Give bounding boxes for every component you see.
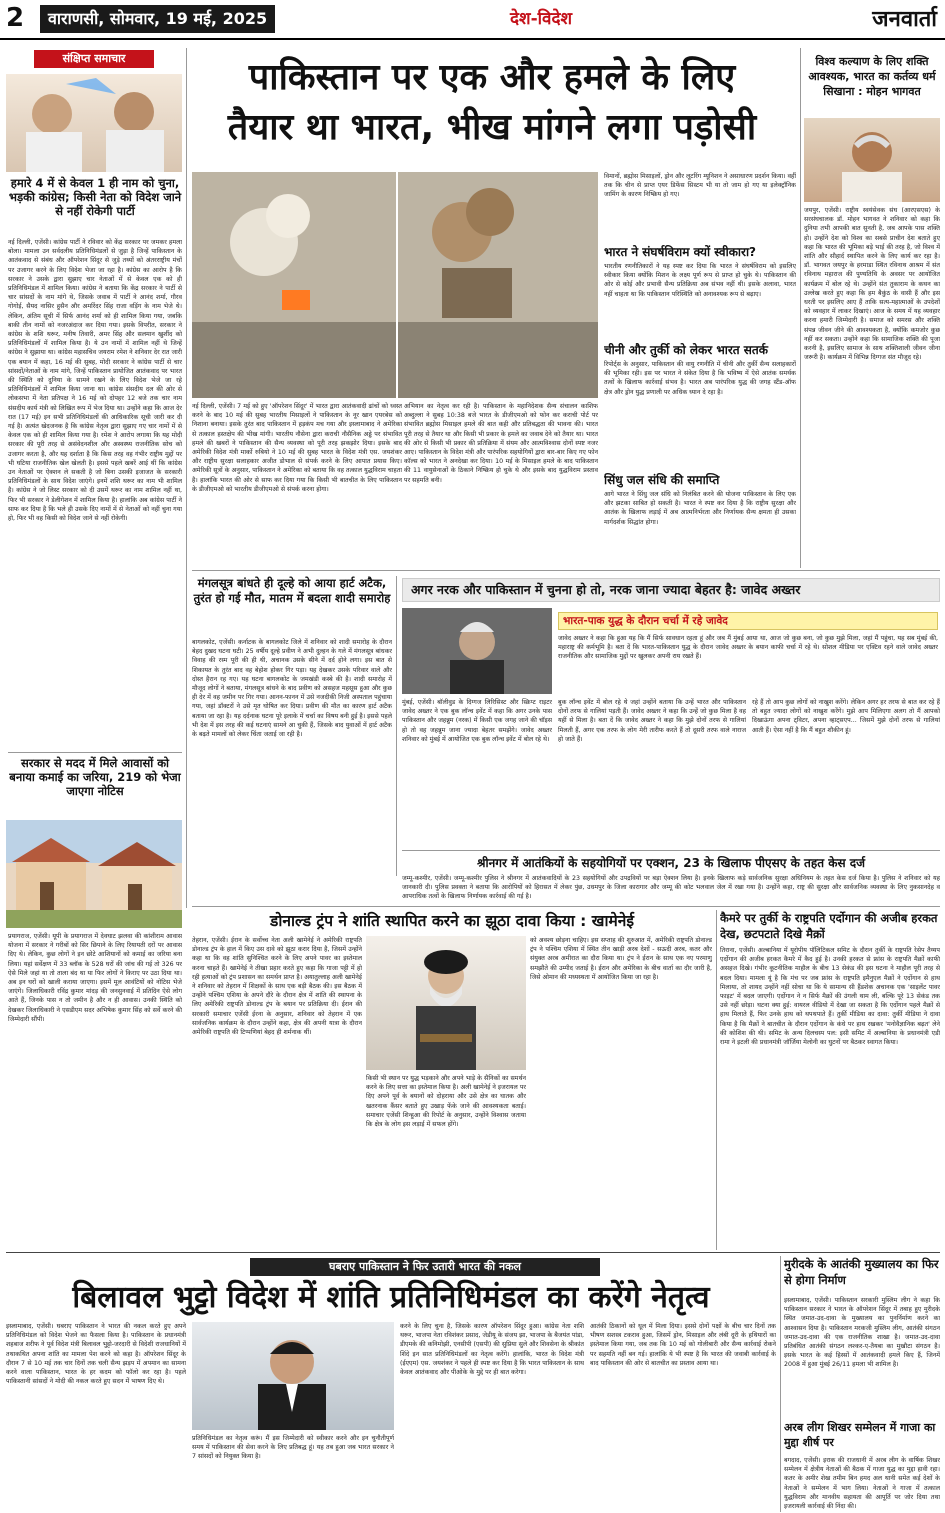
column-divider	[396, 576, 397, 876]
bilawal-body-2: करने के लिए चुना है, जिसके कारण ऑपरेशन सिंदूर हुआ। कांग्रेस नेता शशि थरूर, भाजपा नेता रविशंकर प्रसाद, जेडीयू के संजय झा, भाजपा के बैजयंत पांडा, डीएमके की कनिमोझी, एनसीपी (एसपी) की सुप्रिया सुले और शिवसेना के श्रीकांत शिंदे इन सात प्रतिनिधिमंडलों का नेतृत्व करेंगे। हालांकि, भारत के विदेश मंत्री (ईएएम) एस. जयशंकर ने पहले ही स्पष्ट कर दिया है कि भारत पाकिस्तान के साथ केवल आतंकवाद और पीओके के मुद्दे पर ही बात करेगा।	[400, 1323, 584, 1377]
turkey-body: तिराना, एजेंसी। अल्बानिया में यूरोपीय पॉलिटिकल समिट के दौरान तुर्की के राष्ट्रपति रेसेप तैय्यप एर्दोगान की अजीब हरकत कैमरे में कैद हुई है। उनकी हरकत से फ्रांस के राष्ट्रपति मैक्रों काफी असहज दिखे। गंभीर कूटनीतिक माहौल के बीच 13 सेकंड की इस घटना ने माहौल पूरी तरह से बदल दिया। मामला यूं है कि मंच पर जब फ्रांस के राष्ट्रपति इमैनुएल मैक्रों ने एर्दोगान से हाथ मिलाया, तो शायद उन्होंने नहीं सोचा था कि ये सामान्य सी हैंडशेक अचानक एक 'साइलेंट पावर फाइट' में बदल जाएगी। एर्दोगान ने न सिर्फ मैक्रों की उंगली थाम ली, बल्कि पूरे 13 सेकंड तक उसे नहीं छोड़ा। घटना क्या हुई: वायरल वीडियो में देखा जा सकता है कि एर्दोगान पहले मैक्रों से हाथ मिलाते हैं, फिर उनके हाथ को थपथपाते हैं। तुर्की मीडिया का दावा: तुर्की मीडिया ने दावा किया है कि मैक्रों ने बातचीत के दौरान एर्दोगान के कंधे पर हाथ रखकर 'मनोवैज्ञानिक बढ़त' लेने की कोशिश की थी। समिट के अन्य दिलचस्प पल: इसी समिट में अल्बानिया के प्रधानमंत्री एडी रामा ने इटली की प्रधानमंत्री जॉर्जिया मेलोनी का घुटनों पर बैठकर स्वागत किया।	[720, 947, 940, 1047]
srinagar-headline: श्रीनगर में आतंकियों के सहयोगियों पर एक्शन, 23 के खिलाफ पीएसए के तहत केस दर्ज	[476, 856, 866, 870]
bilawal-body-1: इस्लामाबाद, एजेंसी। घबराए पाकिस्तान ने भारत की नकल करते हुए अपने प्रतिनिधिमंडल को विदेश भेजने का फैसला किया है। पाकिस्तान के प्रधानमंत्री शहबाज शरीफ ने पूर्व विदेश मंत्री बिलावल भुट्टो-जरदारी से विदेशी राजधानियों में तथाकथित अपना शांति का मामला पेश करने को कहा है। ऑपरेशन सिंदूर के दौरान 7 से 10 मई तक चार दिनों तक चली सैन्य झड़प में अपमान का सामना करने वाला पाकिस्तान, भारत के हर कदम को फॉलो कर रहा है। पहले पाकिस्तानी सांसदों ने मोदी की नकल करते हुए सदन में भाषण दिए थे।	[6, 1323, 186, 1386]
brief-headline-1: हमारे 4 में से केवल 1 ही नाम को चुना, भड़की कांग्रेस; किसी नेता को विदेश जाने से नहीं रोकेगी पार्टी	[8, 176, 182, 218]
lead-headline-line-2: तैयार था भारत, भीख मांगने लगा पड़ोसी	[227, 107, 757, 148]
lead-subhead-indus: सिंधु जल संधि की समाप्ति	[604, 473, 720, 487]
divider	[6, 1252, 940, 1253]
section-title: देश-विदेश	[510, 9, 573, 29]
akhtar-subhead: भारत-पाक युद्ध के दौरान चर्चा में रहे जावेद	[558, 612, 938, 630]
missile-strike-photo	[192, 172, 598, 398]
divider	[8, 752, 182, 753]
bilawal-kicker: घबराए पाकिस्तान ने फिर उतारी भारत की नकल	[250, 1258, 600, 1276]
housing-photo	[6, 820, 182, 928]
akhtar-body-3: रहे हैं तो आप कुछ लोगों को नाखुश करेंगे। लेकिन अगर हर तरफ से बात कर रहे हैं तो बहुत ज्यादा लोगों को नाखुश करेंगे। मुझे आप मिलिएगा अलग तो मैं आपको दिखाऊंगा अपना ट्विटर, अपना व्हाट्सएप... जिसमें मुझे दोनों तरफ से गालियां आती हैं। ऐसा नहीं है कि मैं बहुत शौकीन हूं।	[752, 699, 940, 734]
akhtar-headline: अगर नरक और पाकिस्तान में चुनना हो तो, नरक जाना ज्यादा बेहतर है: जावेद अख्तर	[411, 582, 801, 597]
bilawal-photo	[192, 1322, 394, 1430]
lead-body-1: नई दिल्ली, एजेंसी। 7 मई को हुए 'ऑपरेशन सिंदूर' में भारत द्वारा आतंकवादी ढांचों को ध्वस्त करने के बाद 10 मई की सुबह भारतीय मिसाइलों ने पाकिस्तान के नूर खान एयरबेस को निशाना बनाया। इसके तुरंत बाद पाकिस्तान में हड़कंप मच गया और इस्लामाबाद ने अमेरिका से तत्काल हस्तक्षेप की भीख मांगी। भारतीय नौसेना द्वारा कराची नौसैनिक अड्डे पर संभावित हमले की खबरों ने पाकिस्तान की सैन्य व्यवस्था को पूरी तरह झकझोर दिया। इसके बाद अमेरिकी विदेश मंत्री मार्को रुबियो ने 10 मई की सुबह भारत के विदेश मंत्री एस. जयशंकर और राष्ट्रीय सुरक्षा सलाहकार अजीत डोभाल से संपर्क करने के लिए आपात प्रयास किए। अमेरिकी सूत्रों के अनुसार, पाकिस्तान ने अमेरिका को बताया कि वह तत्काल युद्धविराम चाहता है। हालांकि भारत की ओर से साफ कर दिया गया कि किसी भी बातचीत के लिए पाकिस्तान के डीजीएमओ को भारतीय डीजीएमओ से संपर्क करना होगा।	[192, 403, 402, 493]
brief-headline-2: सरकार से मदद में मिले आवासों को बनाया कमाई का जरिया, 219 को भेजा जाएगा नोटिस	[9, 756, 181, 798]
column-divider	[800, 48, 801, 568]
masthead: जनवार्ता	[872, 6, 937, 32]
lead-subbody-indus: आगे भारत ने सिंधु जल संधि को निलंबित करने की योजना पाकिस्तान के लिए एक और झटका साबित हो सकती है। भारत ने स्पष्ट कर दिया है कि राष्ट्रीय सुरक्षा और आतंक के खिलाफ लड़ाई में अब आत्मनिर्भरता और निर्णायक सैन्य क्षमता ही उसका मार्गदर्शक सिद्धांत होगा।	[604, 491, 796, 526]
brief-body-1: नई दिल्ली, एजेंसी। कांग्रेस पार्टी ने रविवार को केंद्र सरकार पर जमकर हमला बोला। मामला उन सर्वदलीय प्रतिनिधिमंडलों से जुड़ा है जिन्हें पाकिस्तान के आतंकवाद से संबंध और ऑपरेशन सिंदूर से जुड़े तथ्यों को अंतरराष्ट्रीय मंचों पर उजागर करने के लिए विदेश भेजा जा रहा है। कांग्रेस का आरोप है कि सरकार ने उसके द्वारा सुझाए चार नेताओं में से केवल एक को ही प्रतिनिधिमंडल में शामिल किया। कांग्रेस ने बताया कि केंद्र सरकार ने पार्टी से चार सांसदों के नाम मांगे थे, जिसके जवाब में पार्टी ने आनंद शर्मा, गौरव गोगोई, सैयद नासिर हुसैन और अमरिंदर सिंह राजा वड़िंग के नाम भेजे थे। लेकिन, अंतिम सूची में सिर्फ आनंद शर्मा को ही शामिल किया गया, जबकि बाकी तीन नामों को नजरअंदाज कर दिया गया। इसके विपरीत, सरकार ने कांग्रेस के शशि थरूर, मनीष तिवारी, अमर सिंह और सलमान खुर्शीद को प्रतिनिधिमंडलों में शामिल किया है। ये उन नामों में शामिल नहीं थे जिन्हें कांग्रेस ने सुझाया था। कांग्रेस महासचिव जयराम रमेश ने शनिवार देर रात जारी एक बयान में कहा, 16 मई की सुबह, मोदी सरकार ने कांग्रेस पार्टी से चार सांसदों/नेताओं के नाम मांगे, जिन्हें पाकिस्तान प्रायोजित आतंकवाद पर भारत की स्थिति को दुनिया के सामने रखने के लिए विदेश भेजे जा रहे प्रतिनिधिमंडलों में शामिल किया जाना था। कांग्रेस संसदीय दल की ओर से लोकसभा में नेता प्रतिपक्ष ने 16 मई को दोपहर 12 बजे तक चार नाम संसदीय कार्य मंत्री को लिखित रूप में भेज दिया था। उन्होंने कहा कि आज देर रात (17 मई) इन सभी प्रतिनिधिमंडलों की आधिकारिक सूची जारी कर दी गई है। अत्यंत खेदजनक है कि कांग्रेस नेतृत्व द्वारा सुझाए गए चार नामों में से केवल एक को ही शामिल किया गया है। रमेश ने आरोप लगाया कि यह मोदी सरकार की पूरी तरह से असंवेदनशील और अस्वस्थ्य राजनीतिक सोच को उजागर करता है, और यह दर्शाता है कि किस तरह वह गंभीर राष्ट्रीय मुद्दों पर भी घटिया राजनीतिक खेल खेलती है। इससे पहले खबरें आई थीं कि कांग्रेस उन नेताओं पर ऐक्शन ले सकती है जो बिना उसकी इजाजत के सरकारी प्रतिनिधिमंडलों के साथ विदेश जाएंगे। इनमें शशि थरूर का नाम भी शामिल है। कांग्रेस ने जो लिस्ट सरकार को दी उसमें थरूर का नाम शामिल नहीं था, फिर भी सरकार ने डेलीगेशन में शामिल किया है। हालांकि अब कांग्रेस पार्टी ने साफ कर दिया है कि भले ही उसके दिए नामों में से नेताओं को नहीं चुना गया हो, फिर भी वह किसी को विदेश जाने से नहीं रोकेगी।	[8, 239, 182, 523]
lead-body-2: अभियान का नेतृत्व कर रही है। पाकिस्तान के महानिदेशक सैन्य संचालन काशिफ अब्दुल्ला ने सुबह 10:38 बजे भारत के डीजीएमओ को फोन कर कराची पोर्ट पर संभावित ब्रह्मोस मिसाइल हमले की बात कही और प्रतिबद्धता की भावना की। भारत पूरी तरह से तैयार था और किसी भी प्रकार के हमले का जवाब देने को तैयार था। भारत की ओर से किसी भी प्रकार की प्रतिक्रिया में संयम और आत्मविश्वास दोनों स्पष्ट नजर आए। पाकिस्तान के विदेश मंत्री और पारंपरिक सहयोगियों द्वारा बार-बार किए गए फोन कॉल्स को भारत ने अनदेखा कर दिया। 10 मई के मिसाइल हमले के बाद पाकिस्तान की 11 वायुसेनाओं के ठिकाने निष्क्रिय हो चुके थे और इसके बाद युद्धविराम प्रस्ताव पर सहमति बनी।	[404, 403, 598, 484]
page-header	[0, 0, 945, 40]
page-number: 2	[6, 3, 25, 33]
bhagwat-photo	[804, 118, 940, 202]
gaza-headline: अरब लीग शिखर सम्मेलन में गाजा का मुद्दा शीर्ष पर	[784, 1421, 936, 1449]
column-divider	[780, 1256, 781, 1512]
groom-headline: मंगलसूत्र बांधते ही दूल्हे को आया हार्ट अटैक, तुरंत हो गई मौत, मातम में बदला शादी समारोह	[193, 576, 391, 605]
congress-leaders-photo	[6, 74, 182, 172]
rss-body: जयपुर, एजेंसी। राष्ट्रीय स्वयंसेवक संघ (आरएसएस) के सरसंघचालक डॉ. मोहन भागवत ने शनिवार को कहा कि दुनिया तभी आपकी बात सुनती है, जब आपके पास शक्ति हो। उन्होंने देश को विश्व का सबसे प्राचीन देश बताते हुए कहा कि भारत की भूमिका बड़े भाई की तरह है, जो विश्व में शांति और सौहार्द स्थापित करने के लिए कार्य कर रहा है। डॉ. भागवत जयपुर के हरमाडा स्थित रविनाथ आश्रम में संत रविनाथ महाराज की पुण्यतिथि के अवसर पर आयोजित कार्यक्रम में बोल रहे थे। उन्होंने संत तुकाराम के कथन का उल्लेख करते हुए कहा कि हम बैकुंठ के वासी हैं और इस धरती पर इसलिए आए हैं ताकि सत्य-महात्माओं के उपदेशों को व्यवहार में लाकर दिखाएं। आज के समय में यह व्यवहार करना हमारी जिम्मेदारी है। समाज को समरस और शक्ति संपन्न जीवन जीने की आवश्यकता है, क्योंकि कमजोर कुछ नहीं कर सकता। उन्होंने कहा कि सामाजिक शक्ति की पूजा करनी है, इसलिए सामाज के साथ शक्तिशाली जीवन जीना जरूरी है। कार्यक्रम में विभिन्न दिग्गज संत मौजूद रहे।	[804, 207, 940, 362]
akhtar-body-2: बुक लॉन्च इवेंट में बोल रहे थे जहां उन्होंने बताया कि उन्हें भारत और पाकिस्तान दोनों तरफ से गालियां पड़ती हैं। जावेद अख्तर ने कहा कि उन्हें जो कुछ मिला है वह यहीं से मिला है। बता दें कि जावेद अख्तर ने कहा कि मुझे दोनों तरफ से गालियां मिलती हैं, अगर एक तरफ के लोग मेरी तारीफ करते हैं तो दूसरी तरफ वाले नाराज हो जाते हैं।	[558, 699, 746, 743]
bilawal-headline: बिलावल भुट्टो विदेश में शांति प्रतिनिधिमंडल का करेंगे नेतृत्व	[72, 1280, 710, 1315]
brief-tab: संक्षिप्त समाचार	[34, 50, 154, 68]
column-divider	[186, 48, 187, 908]
lead-body-3: विमानों, ब्रह्मोस मिसाइलों, ड्रोन और लूटरिंग म्यूनिशन ने असाधारण प्रदर्शन किया। वहीं तक कि चीन से प्राप्त एयर डिफेंस सिस्टम भी या तो जाम हो गए या इलेक्ट्रॉनिक जामिंग के कारण निष्क्रिय हो गए।	[604, 173, 796, 199]
brief-body-2: प्रयागराज, एजेंसी। यूपी के प्रयागराज में देवघाट झलवा की कांशीराम आवास योजना में सरकार ने गरीबों को सिर छिपाने के लिए रियायती दरों पर आवास दिए थे। लेकिन, कुछ लोगों ने इन छोटे आशियानों को कमाई का जरिया बना लिया। यहां सर्वेक्षण में 33 ब्लॉक के 528 घरों की जांच की गई तो 326 पर ऐसे मिले जहां या तो ताला बंद था या फिर लोगों ने किराए पर उठा दिया था। अब इन घरों को खाली कराया जाएगा। इसमें मूल आवंटियों को नोटिस भेजे जाएंगे। जिलाधिकारी रविंद्र कुमार मांदड़ की जनसुनवाई में प्रतिदिन ऐसे लोग आते हैं, जिनके पास न तो जमीन है और न ही आवास। उनकी स्थिति को देखकर जिलाधिकारी ने एसडीएम सदर अभिषेक कुमार सिंह को सर्वे करने की जिम्मेदारी सौंपी।	[8, 933, 182, 1023]
khamenei-body-2: किसी भी स्थान पर युद्ध भड़काने और अपने भाड़े के सैनिकों का समर्थन करने के लिए सत्ता का इस्तेमाल किया है। अली खामेनेई ने इजरायल पर दिए अपने पूर्व के बयानों को दोहराया और उसे क्षेत्र का घातक और खतरनाक कैंसर बताते हुए उखाड़ फेंके जाने की आवश्यकता बताई। समाचार एजेंसी शिन्हुआ की रिपोर्ट के अनुसार, उन्होंने विश्वास जताया कि क्षेत्र के लोग इस लड़ाई में सफल होंगे।	[366, 1075, 526, 1129]
lead-headline-line-1: पाकिस्तान पर एक और हमले के लिए	[248, 57, 736, 98]
khamenei-headline: डोनाल्ड ट्रंप ने शांति स्थापित करने का झूठा दावा किया : खामेनेई	[270, 912, 634, 930]
khamenei-body-3: को अवश्य छोड़ना चाहिए। इस सप्ताह की शुरुआत में, अमेरिकी राष्ट्रपति डोनाल्ड ट्रंप ने पश्चिम एशिया में स्थित तीन खाड़ी अरब देशों - सऊदी अरब, कतर और संयुक्त अरब अमीरात का दौरा किया था। ट्रंप ने ईरान के साथ एक नए परमाणु समझौते की उम्मीद जताई है। ईरान और अमेरिका के बीच वार्ता का दौर जारी है, जिसे ओमान की मध्यस्थता में आयोजित किया जा रहा है।	[530, 937, 712, 981]
lead-subbody-china-turkey: रिपोर्ट्स के अनुसार, पाकिस्तान की वायु रणनीति में चीनी और तुर्की सैन्य सलाहकारों की भूमिका रही। इस पर भारत ने संकेत दिया है कि भविष्य में ऐसे आतंक समर्थक तत्वों के खिलाफ कार्रवाई संभव है। भारत अब पारंपरिक युद्ध की जगह स्टैंड-ऑफ क्षेत्र और ड्रोन युद्ध प्रणाली पर अधिक ध्यान दे रहा है।	[604, 361, 796, 396]
bilawal-body-3: आतंकी ठिकानों को धूल में मिला दिया। इससे दोनों पक्षों के बीच चार दिनों तक भीषण सशस्त्र टकराव हुआ, जिसमें ड्रोन, मिसाइल और लंबी दूरी के हथियारों का इस्तेमाल किया गया, जब तक कि 10 मई को गोलीबारी और सैन्य कार्रवाई रोकने पर सहमति नहीं बन गई। हालांकि ये भी स्पष्ट है कि भारत की जवाबी कार्रवाई के बाद पाकिस्तान की ओर से बातचीत का प्रस्ताव आया था।	[590, 1323, 776, 1367]
divider	[192, 906, 940, 907]
lead-subhead-china-turkey: चीनी और तुर्की को लेकर भारत सतर्क	[604, 343, 768, 357]
divider	[192, 570, 940, 571]
groom-body: बागलकोट, एजेंसी। कर्नाटक के बागलकोट जिले में शनिवार को शादी समारोह के दौरान बेहद दुखद घटना घटी। 25 वर्षीय दूल्हे प्रवीण ने अभी दुल्हन के गले में मंगलसूत्र बांधकर विवाह की रस्म पूरी की ही थी, अचानक उसके सीने में दर्द होने लगा। इस बात से शिकायत के तुरंत बाद वह बेहोश होकर गिर पड़ा। यह देखकर उसके परिवार वाले और दोस्त हैरान रह गए। यह घटना बागलकोट के जमखंडी कस्बे की है। शादी समारोह में मौजूद लोगों ने बताया, मंगलसूत्र बांधने के बाद प्रवीण को असहज महसूस हुआ और कुछ ही देर में वह जमीन पर गिर गया। आनन-फानन में उसे नजदीकी निजी अस्पताल पहुंचाया गया, जहां डॉक्टरों ने उसे मृत घोषित कर दिया। प्रवीण की मौत का कारण हार्ट अटैक बताया जा रहा है। यह दर्दनाक घटना पूरे इलाके में चर्चा का विषय बनी हुई है। इससे पहले भी देश में इस तरह की कई घटनाएं सामने आ चुकी हैं, जिसके बाद युवाओं में हार्ट अटैक के बढ़ते मामलों को लेकर चिंता जताई जा रही है।	[192, 639, 392, 739]
lead-subhead-ceasefire: भारत ने संघर्षविराम क्यों स्वीकारा?	[604, 245, 757, 259]
bilawal-caption: प्रतिनिधिमंडल का नेतृत्व करूं। मैं इस जिम्मेदारी को स्वीकार करने और इन चुनौतीपूर्ण समय में पाकिस्तान की सेवा करने के लिए प्रतिबद्ध हूं। यह तब हुआ जब भारत सरकार ने 7 सांसदों को नियुक्त किया है।	[192, 1435, 394, 1461]
akhtar-intro: जावेद अख्तर ने कहा कि हुआ यह कि मैं सिर्फ सावधान रहता हूं और जब मैं मुंबई आया था, आज जो कुछ बना, जो कुछ मुझे मिला, जहां मैं पहुंचा, यह सब मुंबई की, महाराष्ट्र की कर्मभूमि है। बता दें कि भारत-पाकिस्तान युद्ध के दौरान जावेद अख्तर के बयान काफी चर्चा में रहे थे। सोशल मीडिया पर एक्टिव रहने वाले जावेद अख्तर राजनीतिक और सामाजिक मुद्दों पर खुलकर अपनी राय रखते हैं।	[558, 635, 938, 661]
rss-headline: विश्व कल्याण के लिए शक्ति आवश्यक, भारत का कर्तव्य धर्म सिखाना : मोहन भागवत	[808, 55, 936, 98]
dateline: वाराणसी, सोमवार, 19 मई, 2025	[40, 5, 275, 33]
akhtar-banner	[402, 578, 940, 602]
muridke-body: इस्लामाबाद, एजेंसी। पाकिस्तान सरकारी मुस्लिम लीग ने कहा कि पाकिस्तान सरकार ने भारत के ऑपरेशन सिंदूर में तबाह हुए मुरीदके स्थित जमात-उद-दावा के मुख्यालय का पुनर्निर्माण करने का आश्वासन दिया है। पाकिस्तान मरकजी मुस्लिम लीग, आतंकी संगठन जमात-उद-दावा की एक राजनीतिक शाखा है। जमात-उद-दावा प्रतिबंधित आतंकी संगठन लश्कर-ए-तैयबा का मुखौटा संगठन है। इसके भारत के कई हिस्सों में आतंकवादी हमले किए हैं, जिनमें 2008 में हुआ मुंबई 26/11 हमला भी शामिल है।	[784, 1297, 940, 1369]
srinagar-body: जम्मू-कश्मीर, एजेंसी। जम्मू-कश्मीर पुलिस ने श्रीनगर में आतंकवादियों के 23 सहयोगियों और उपद्रवियों पर बड़ा ऐक्शन लिया है। इनके खिलाफ कड़े सार्वजनिक सुरक्षा अधिनियम के तहत केस दर्ज किया है। पुलिस ने शनिवार को यह जानकारी दी। पुलिस प्रवक्ता ने बताया कि आरोपियों को हिरासत में लेकर पुंछ, उधमपुर के जिला कारागार और जम्मू की कोट भलवाल जेल में रखा गया है। उन्होंने कहा, राष्ट्र की सुरक्षा और सार्वजनिक व्यवस्था के लिए नुकसानदेह व आपराधिक तत्वों के खिलाफ निर्णायक कार्रवाई की गई है।	[402, 875, 940, 901]
khamenei-body-1: तेहरान, एजेंसी। ईरान के सर्वोच्च नेता अली खामेनेई ने अमेरिकी राष्ट्रपति डोनाल्ड ट्रंप के हाल में किए उस दावे को झूठा करार दिया है, जिसमें उन्होंने कहा था कि वह शांति सुनिश्चित करने के लिए अपने पावर का इस्तेमाल करना चाहते हैं। खामेनेई ने तीखा प्रहार करते हुए कहा कि गाजा पट्टी में हो रही हत्याओं को ट्रंप प्रशासन का समर्थन प्राप्त है। अयातुल्लाह अली खामेनेई ने शनिवार को तेहरान में शिक्षकों के साथ एक बड़ी बैठक की। इस बैठक में उन्होंने पश्चिम एशिया के अपने दौरे के दौरान क्षेत्र में शांति की स्थापना के लिए अमेरिकी राष्ट्रपति डोनाल्ड ट्रंप के बयान पर प्रतिक्रिया दी। ईरान की सरकारी समाचार एजेंसी ईरना के अनुसार, शनिवार को तेहरान में एक सार्वजनिक कार्यक्रम के दौरान उन्होंने कहा, क्षेत्र की अपनी यात्रा के दौरान अमेरिकी राष्ट्रपति की टिप्पणियां बेहद ही शर्मनाक थीं।	[192, 937, 362, 1037]
muridke-headline: मुरीदके के आतंकी मुख्यालय का फिर से होगा निर्माण	[784, 1257, 939, 1287]
turkey-headline: कैमरे पर तुर्की के राष्ट्रपति एर्दोगान की अजीब हरकत देख, छटपटाते दिखे मैक्रों	[720, 911, 938, 941]
column-divider	[716, 910, 717, 1250]
khamenei-photo	[366, 936, 526, 1070]
lead-subbody-ceasefire: भारतीय रणनीतिकारों ने यह स्पष्ट कर दिया कि भारत ने संघर्षविराम को इसलिए स्वीकार किया क्योंकि मिशन के लक्ष्य पूर्ण रूप से प्राप्त हो चुके थे। पाकिस्तान की ओर से कोई और प्रभावी सैन्य प्रतिक्रिया अब संभव नहीं थी। इसके अलावा, भारत नहीं चाहता था कि पाकिस्तान परिस्थिति को अनावश्यक रूप से बढ़ाए।	[604, 263, 796, 298]
akhtar-photo	[402, 608, 552, 694]
divider	[402, 850, 940, 851]
akhtar-body-1: मुंबई, एजेंसी। बॉलीवुड के दिग्गज लिरिसिस्ट और स्क्रिप्ट राइटर जावेद अख्तर ने एक बुक लॉन्च इवेंट में कहा कि अगर उनके पास पाकिस्तान और जहन्नुम (नरक) में किसी एक जगह जाने की चॉइस हो तो वह जहन्नुम जाना ज्यादा बेहतर समझेंगे। जावेद अख्तर शनिवार को मुंबई में आयोजित एक बुक लॉन्च इवेंट में बोल रहे थे।	[402, 699, 552, 743]
gaza-body: बगदाद, एजेंसी। इराक की राजधानी में अरब लीग के वार्षिक शिखर सम्मेलन में क्षेत्रीय नेताओं की बैठक में गाजा युद्ध का मुद्दा हावी रहा। कतर के अमीर शेख तमीम बिन हमद अल थानी समेत कई देशों के नेताओं ने सम्मेलन में भाग लिया। नेताओं ने गाजा में तत्काल युद्धविराम और मानवीय सहायता की आपूर्ति पर जोर दिया तथा इजरायली कार्रवाई की निंदा की।	[784, 1457, 940, 1511]
